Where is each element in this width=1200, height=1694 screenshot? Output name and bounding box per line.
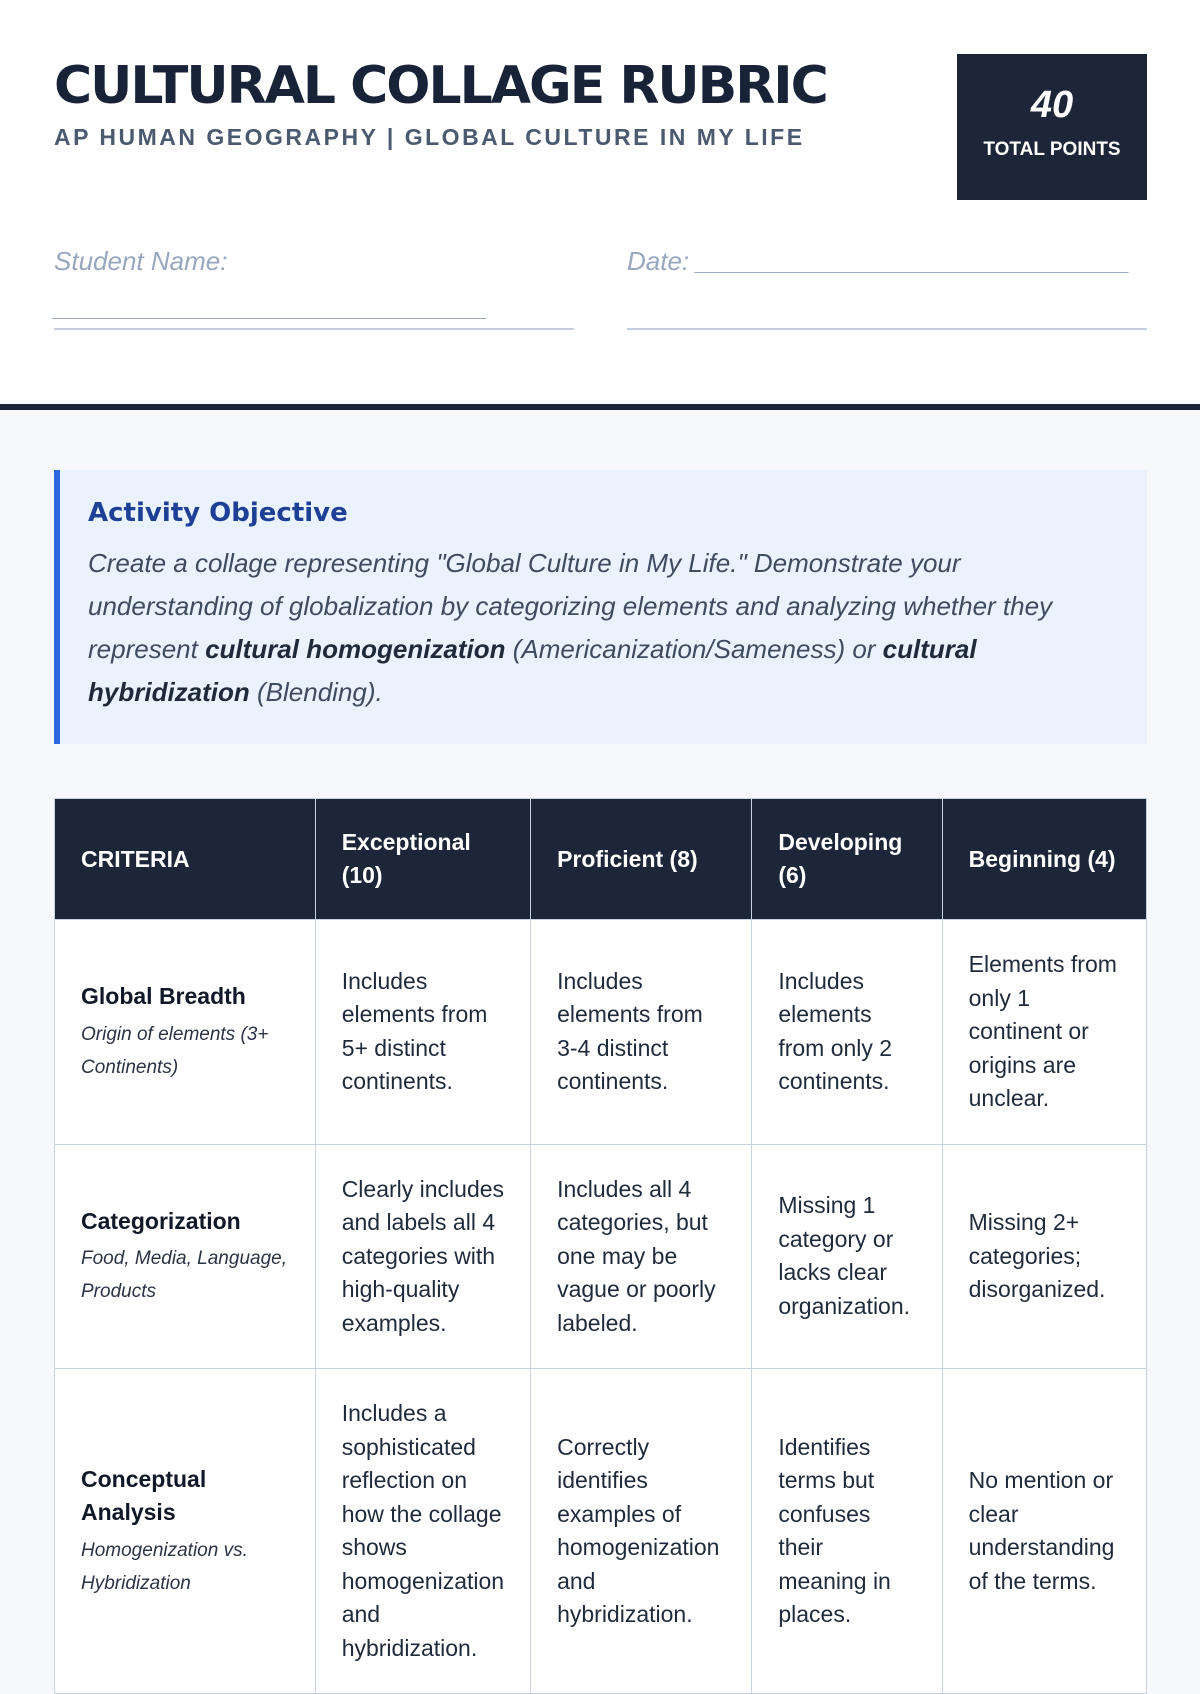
table-row — [55, 1144, 1147, 1369]
criteria-name: Conceptual Analysis — [81, 1465, 207, 1525]
criteria-description: Homogenization vs. Hybridization — [81, 1539, 248, 1594]
student-name-field[interactable]: Student Name: ______________________________ — [54, 238, 574, 330]
developing-cell: Includes elements from only 2 continents. — [752, 920, 942, 1145]
header-proficient: Proficient (8) — [531, 799, 752, 920]
objective-text-part: (Blending). — [249, 677, 383, 707]
header-beginning: Beginning (4) — [942, 799, 1146, 920]
rubric-header-row — [55, 799, 1147, 920]
beginning-cell: Missing 2+ categories; disorganized. — [942, 1144, 1146, 1369]
criteria-name: Global Breadth — [81, 983, 246, 1009]
objective-title: Activity Objective — [88, 498, 348, 528]
criteria-name: Categorization — [81, 1207, 241, 1234]
exceptional-cell: Includes a sophisticated reflection on how the collage shows homogenization and hybridization. — [315, 1369, 530, 1694]
hybridization-term: cultural hybridization — [88, 634, 977, 707]
criteria-cell — [55, 1144, 316, 1369]
rubric-table — [54, 798, 1147, 1694]
beginning-cell: No mention or clear understanding of the terms. — [942, 1369, 1146, 1694]
activity-objective — [54, 470, 1147, 744]
total-points-value: 40 — [1030, 84, 1074, 126]
criteria-description: Origin of elements (3+ Continents) — [81, 1023, 269, 1078]
header-developing: Developing (6) — [752, 799, 942, 920]
objective-text-part: (Americanization/Sameness) or — [505, 634, 883, 664]
developing-cell: Identifies terms but confuses their meaning in places. — [752, 1369, 942, 1694]
total-points-label: TOTAL POINTS — [983, 139, 1121, 160]
developing-cell: Missing 1 category or lacks clear organization. — [752, 1144, 942, 1369]
header-criteria: CRITERIA — [55, 799, 316, 920]
page-subtitle: AP HUMAN GEOGRAPHY | GLOBAL CULTURE IN MY LIFE — [54, 124, 805, 150]
header-exceptional: Exceptional (10) — [315, 799, 530, 920]
exceptional-cell: Includes elements from 5+ distinct continents. — [315, 920, 530, 1145]
total-points-box — [957, 54, 1147, 200]
header-section — [0, 0, 1200, 410]
proficient-cell: Includes all 4 categories, but one may be vague or poorly labeled. — [531, 1144, 752, 1369]
proficient-cell: Correctly identifies examples of homogenization and hybridization. — [531, 1369, 752, 1694]
page-title: CULTURAL COLLAGE RUBRIC — [54, 56, 827, 116]
beginning-cell: Elements from only 1 continent or origins are unclear. — [942, 920, 1146, 1145]
criteria-cell — [55, 1369, 316, 1694]
objective-text-part: Create a collage representing "Global Culture in My Life." Demonstrate your understanding of globalization by categorizing elements and analyzing whether they represent — [88, 548, 1053, 664]
table-row — [55, 920, 1147, 1145]
criteria-description: Food, Media, Language, Products — [81, 1248, 287, 1302]
exceptional-cell: Clearly includes and labels all 4 categories with high-quality examples. — [315, 1144, 530, 1369]
proficient-cell: Includes elements from 3-4 distinct continents. — [531, 920, 752, 1145]
homogenization-term: cultural homogenization — [205, 634, 506, 664]
objective-text — [88, 542, 1117, 714]
criteria-cell — [55, 920, 316, 1145]
table-row — [55, 1369, 1147, 1694]
date-field[interactable]: Date: ______________________________ — [627, 238, 1147, 330]
